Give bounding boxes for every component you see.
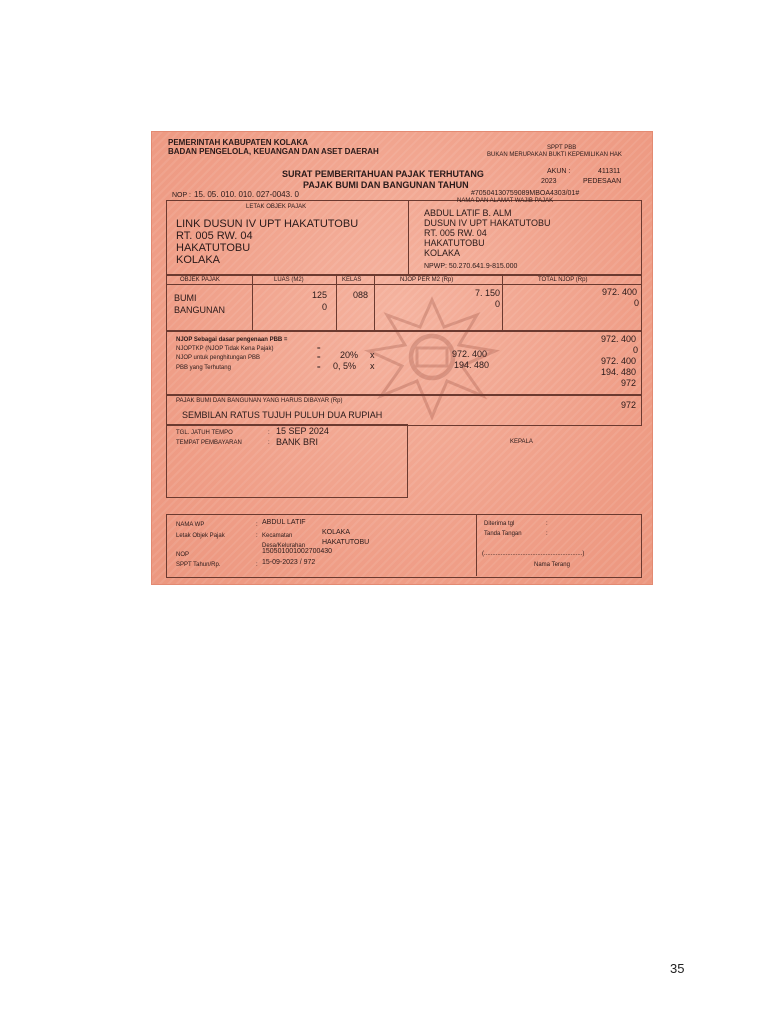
wajib-line: ABDUL LATIF B. ALM [424, 208, 512, 218]
signature-line: (...........................................................) [482, 551, 585, 557]
akun-value: 411311 [598, 168, 621, 175]
objek-line: RT. 005 RW. 04 [176, 230, 253, 242]
printed-name-label: Nama Terang [534, 562, 570, 568]
wajib-pajak-label: NAMA DAN ALAMAT WAJIB PAJAK [457, 198, 554, 204]
agency-name: BADAN PENGELOLA, KEUANGAN DAN ASET DAERAH [168, 147, 379, 156]
received-date-label: Diterima tgl [484, 521, 515, 527]
receipt-sep: : [256, 522, 258, 528]
calc-label-2: NJOPTKP (NJOP Tidak Kena Pajak) [176, 346, 274, 352]
calc-label-4: PBB yang Terhutang [176, 365, 231, 371]
objek-line: LINK DUSUN IV UPT HAKATUTOBU [176, 218, 359, 230]
sppt-document [152, 132, 652, 584]
ownership-disclaimer: BUKAN MERUPAKAN BUKTI KEPEMILIKAN HAK [487, 152, 622, 158]
receipt-sep: : [256, 533, 258, 539]
row-kelas: 088 [353, 290, 369, 300]
tax-year: 2023 [541, 178, 557, 185]
calc-x-1: x [370, 350, 375, 360]
calc-result-4: 194. 480 [600, 367, 636, 377]
objek-line: HAKATUTOBU [176, 242, 251, 254]
th-kelas: KELAS [342, 277, 362, 283]
calc-val-1: 972. 400 [452, 349, 488, 359]
gov-name: PEMERINTAH KABUPATEN KOLAKA [168, 138, 308, 147]
receipt-sep: : [256, 562, 258, 568]
wajib-line: DUSUN IV UPT HAKATUTOBU [424, 218, 551, 228]
akun-label: AKUN : [547, 168, 571, 175]
region-type: PEDESAAN [583, 178, 622, 185]
th-luas: LUAS (M2) [274, 277, 304, 283]
th-total-njop: TOTAL NJOP (Rp) [538, 277, 588, 283]
receipt-nop-label: NOP [176, 552, 190, 558]
receipt-sppt-value: 15-09-2023 / 972 [262, 559, 316, 566]
receipt-name-label: NAMA WP [176, 522, 205, 528]
calc-pct-1: 20% [340, 350, 359, 360]
npwp: NPWP: 50.270.641.9-815.000 [424, 263, 518, 270]
calc-pct-2: 0, 5% [333, 361, 357, 371]
payable-label: PAJAK BUMI DAN BANGUNAN YANG HARUS DIBAYAR (Rp) [176, 398, 343, 404]
receipt-kec-label: Kecamatan [262, 533, 293, 539]
receipt-kec-value: KOLAKA [322, 529, 351, 536]
receipt-sep: : [546, 531, 548, 537]
signature-label: Tanda Tangan [484, 531, 522, 537]
calc-eq: = [317, 346, 321, 352]
wajib-line: HAKATUTOBU [424, 238, 485, 248]
payable-amount: 972 [620, 400, 636, 410]
nop-value: 15. 05. 010. 010. 027-0043. 0 [194, 190, 299, 199]
calc-val-2: 194. 480 [454, 360, 490, 370]
pay-place-label: TEMPAT PEMBAYARAN [176, 440, 242, 446]
calc-result-5: 972 [620, 378, 636, 388]
th-objek: OBJEK PAJAK [180, 277, 220, 283]
calc-x-2: x [370, 361, 375, 371]
doc-code: #70504130759089MBOA4303/01# [471, 190, 580, 197]
calc-result-2: 0 [632, 345, 638, 355]
due-date-sep: : [268, 430, 270, 436]
receipt-desa-value: HAKATUTOBU [322, 539, 370, 546]
calc-label-1: NJOP Sebagai dasar pengenaan PBB = [176, 337, 288, 343]
objek-line: KOLAKA [176, 254, 221, 266]
page-number: 35 [670, 961, 685, 976]
row-objek: BUMI [174, 293, 197, 303]
receipt-desa-label: Desa/Kelurahan [262, 543, 306, 549]
nop-label: NOP : [172, 192, 191, 199]
row-njop-m2: 7. 150 [474, 288, 500, 298]
th-njop-m2: NJOP PER M2 (Rp) [400, 277, 454, 283]
doc-title-2: PAJAK BUMI DAN BANGUNAN TAHUN [303, 180, 469, 190]
calc-result-3: 972. 400 [600, 356, 636, 366]
calc-eq: = [317, 355, 321, 361]
wajib-line: RT. 005 RW. 04 [424, 228, 487, 238]
payable-words: SEMBILAN RATUS TUJUH PULUH DUA RUPIAH [182, 410, 383, 420]
calc-result-1: 972. 400 [600, 334, 636, 344]
doc-title-1: SURAT PEMBERITAHUAN PAJAK TERHUTANG [282, 169, 484, 179]
receipt-letak-label: Letak Objek Pajak [176, 533, 225, 539]
row-total: 972. 400 [601, 287, 637, 297]
receipt-sppt-label: SPPT Tahun/Rp. [176, 562, 221, 568]
sppt-tag: SPPT PBB [547, 145, 577, 151]
wajib-address [424, 208, 551, 258]
wajib-line: KOLAKA [424, 248, 461, 258]
row-total: 0 [633, 298, 639, 308]
row-luas: 125 [311, 290, 327, 300]
due-date-value: 15 SEP 2024 [276, 426, 329, 436]
due-date-label: TGL. JATUH TEMPO [176, 430, 233, 436]
receipt-stub [166, 514, 642, 578]
calc-eq: = [317, 365, 321, 371]
kepala-label: KEPALA [510, 439, 533, 445]
row-objek: BANGUNAN [174, 305, 226, 315]
objek-address [176, 218, 358, 266]
row-luas: 0 [321, 302, 327, 312]
receipt-nop-value: 150501001002700430 [262, 548, 333, 555]
letak-objek-label: LETAK OBJEK PAJAK [246, 204, 307, 210]
receipt-sep: : [546, 521, 548, 527]
calc-label-3: NJOP untuk penghitungan PBB [176, 355, 260, 361]
row-njop-m2: 0 [494, 299, 500, 309]
pay-place-sep: : [268, 440, 270, 446]
pay-place-value: BANK BRI [276, 437, 319, 447]
receipt-name-value: ABDUL LATIF [262, 519, 306, 526]
